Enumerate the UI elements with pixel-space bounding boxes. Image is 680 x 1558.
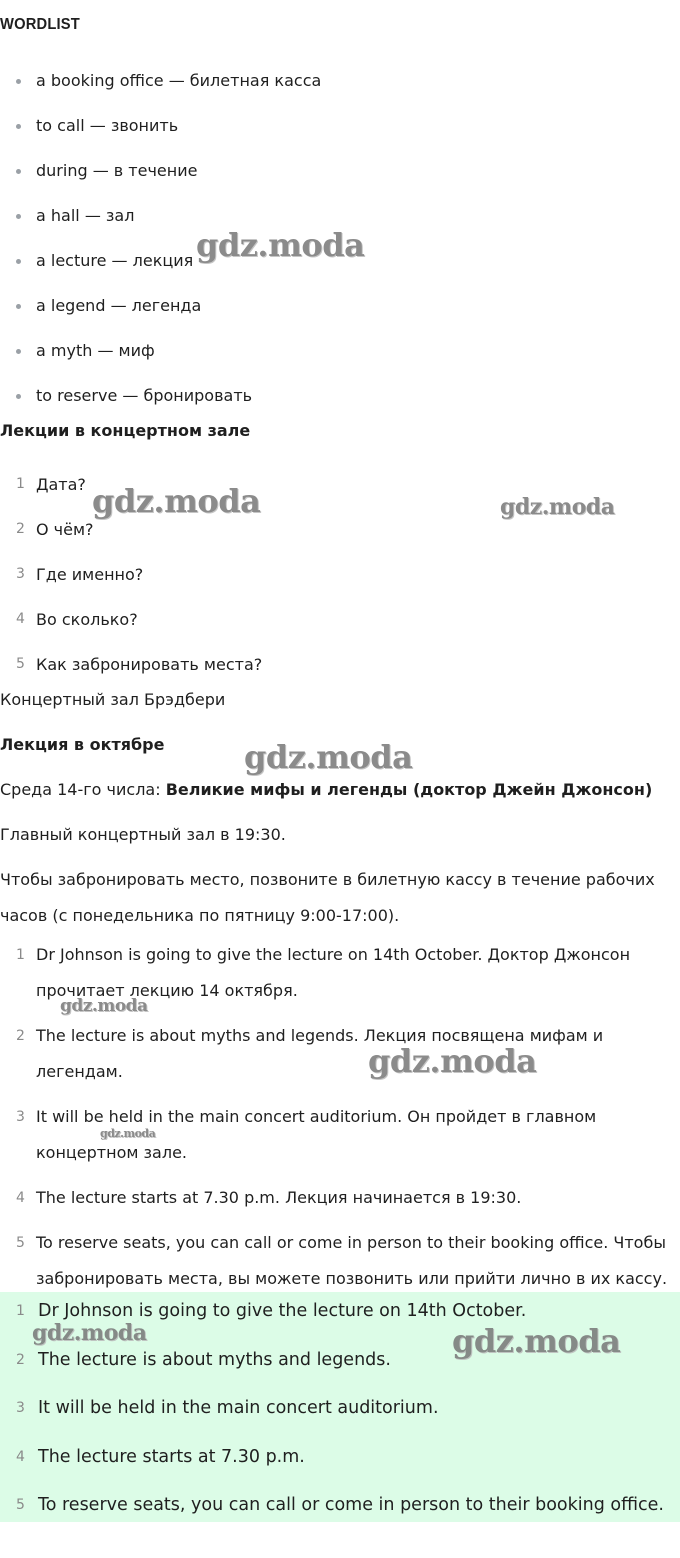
bullet-icon	[16, 259, 21, 264]
list-item: 5 To reserve seats, you can call or come in person to their booking office. Чтобы забронировать места, вы можете позвонить или прийти лично в их кассу.	[16, 1233, 668, 1288]
wordlist-title: WORDLIST	[0, 16, 80, 33]
watermark: gdz.moda	[92, 482, 261, 520]
watermark: gdz.moda	[196, 226, 365, 264]
list-item: a myth — миф	[0, 328, 321, 373]
bullet-icon	[16, 349, 21, 354]
list-item: 5 Как забронировать места?	[16, 655, 263, 674]
date-line: Среда 14-го числа: Великие мифы и легенды (доктор Джейн Джонсон)	[0, 780, 653, 799]
reserve-paragraph: Чтобы забронировать место, позвоните в билетную кассу в течение рабочих часов (с понедельника по пятницу 9:00-17:00).	[0, 870, 655, 925]
bullet-icon	[16, 124, 21, 129]
watermark: gdz.moda	[100, 1127, 156, 1140]
watermark: gdz.moda	[244, 738, 413, 776]
list-item: 2 О чём?	[16, 520, 94, 539]
list-item: 5 To reserve seats, you can call or come in person to their booking office.	[16, 1495, 664, 1515]
list-item: a lecture — лекция	[0, 238, 321, 283]
watermark: gdz.moda	[60, 996, 148, 1016]
bullet-icon	[16, 79, 21, 84]
list-item: 3 It will be held in the main concert auditorium.	[16, 1398, 439, 1418]
hall-name: Концертный зал Брэдбери	[0, 690, 226, 709]
list-item: 3 It will be held in the main concert auditorium. Он пройдет в главном концертном зале.	[16, 1107, 597, 1162]
bullet-icon	[16, 394, 21, 399]
list-item: 1 Dr Johnson is going to give the lecture on 14th October. Доктор Джонсон прочитает лекцию 14 октября.	[16, 945, 631, 1000]
time-line: Главный концертный зал в 19:30.	[0, 825, 286, 844]
section-title: Лекции в концертном зале	[0, 421, 251, 440]
list-item: 4 Во сколько?	[16, 610, 138, 629]
list-item: during — в течение	[0, 148, 321, 193]
list-item: 2 The lecture is about myths and legends. Лекция посвящена мифам и легендам.	[16, 1026, 604, 1081]
answers-translated-list	[0, 937, 680, 1297]
list-item: 3 Где именно?	[16, 565, 144, 584]
list-item: 4 The lecture starts at 7.30 p.m.	[16, 1446, 305, 1467]
list-item: 1 Dr Johnson is going to give the lecture on 14th October.	[16, 1301, 527, 1321]
list-item: a booking office — билетная касса	[0, 58, 321, 103]
bullet-icon	[16, 169, 21, 174]
bullet-icon	[16, 304, 21, 309]
watermark: gdz.moda	[452, 1322, 621, 1360]
month-title: Лекция в октябре	[0, 735, 165, 754]
list-item: a legend — легенда	[0, 283, 321, 328]
watermark: gdz.moda	[32, 1320, 147, 1346]
watermark: gdz.moda	[368, 1042, 537, 1080]
list-item: a hall — зал	[0, 193, 321, 238]
list-item: 1 Дата?	[16, 475, 86, 494]
list-item: 2 The lecture is about myths and legends.	[16, 1349, 391, 1370]
list-item: to reserve — бронировать	[0, 373, 321, 418]
bullet-icon	[16, 214, 21, 219]
list-item: 4 The lecture starts at 7.30 p.m. Лекция начинается в 19:30.	[16, 1188, 522, 1207]
watermark: gdz.moda	[500, 494, 615, 520]
list-item: to call — звонить	[0, 103, 321, 148]
